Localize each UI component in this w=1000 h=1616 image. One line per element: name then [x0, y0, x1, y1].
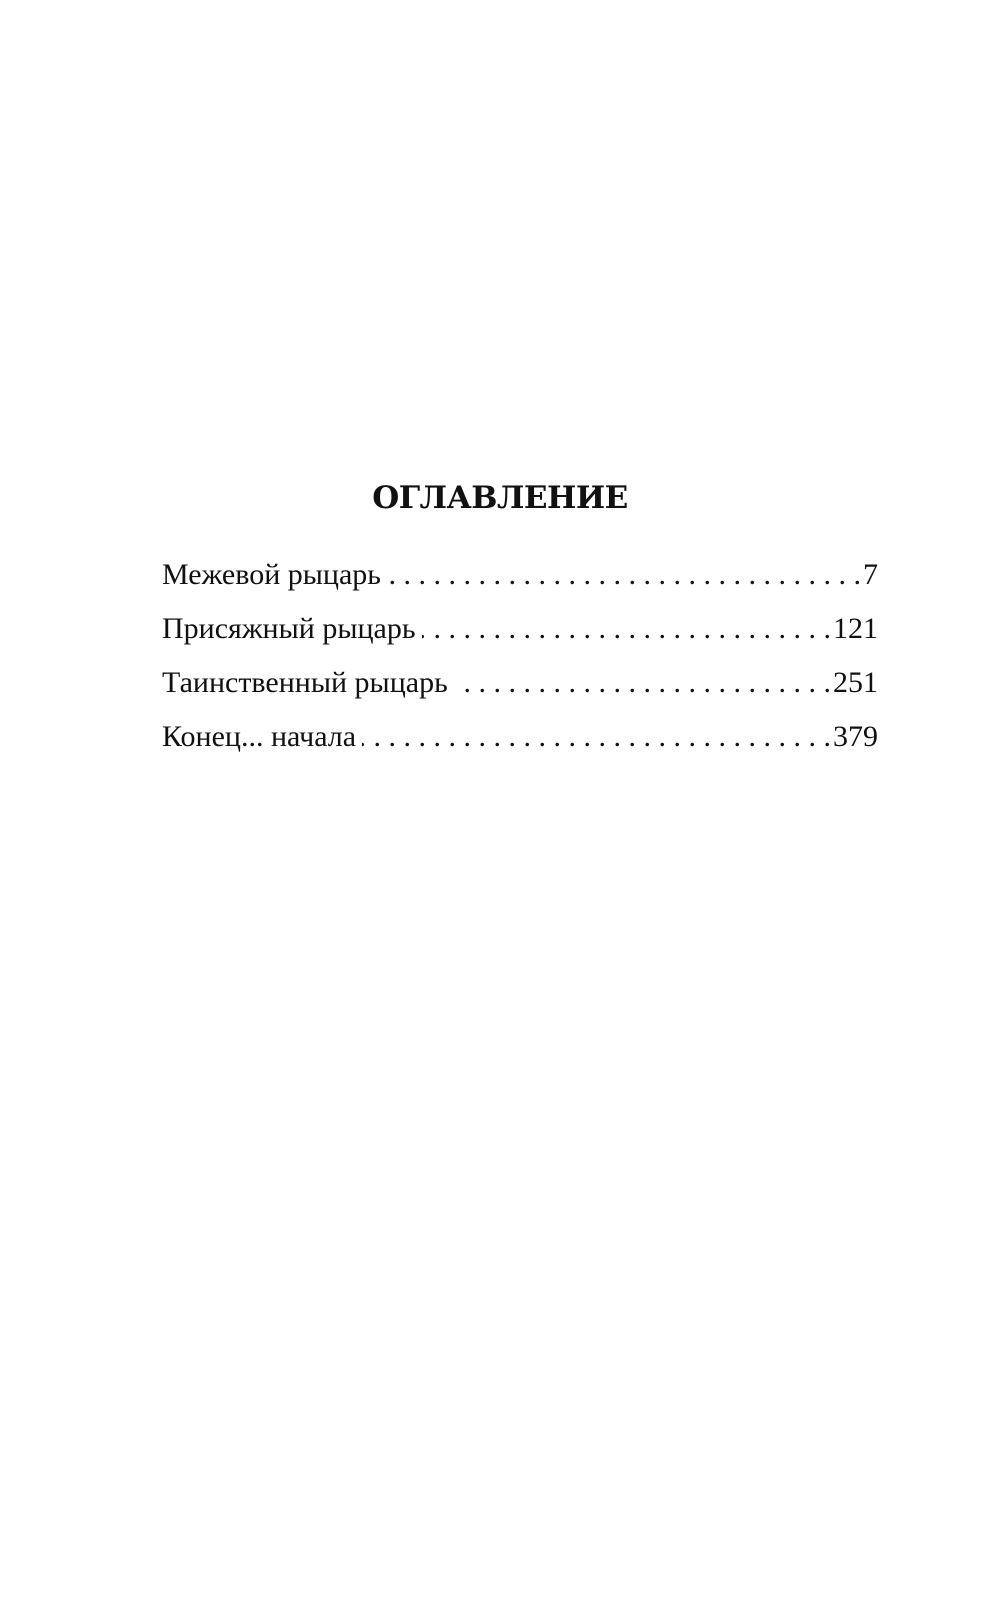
toc-entry-2	[162, 610, 878, 664]
toc-leader-dots	[454, 664, 831, 702]
toc-entry-4	[162, 718, 878, 772]
toc-entry-1	[162, 556, 878, 610]
toc-entry-page: 7	[863, 558, 878, 591]
toc-leader-dots	[422, 610, 831, 648]
toc-heading: ОГЛАВЛЕНИЕ	[372, 480, 628, 516]
toc-entry-title: Межевой рыцарь	[162, 558, 381, 591]
toc-entry-page: 251	[833, 666, 878, 699]
toc-leader-dots	[362, 718, 831, 756]
toc-entry-3	[162, 664, 878, 718]
toc-entry-title: Конец... начала	[162, 720, 357, 753]
toc-entry-page: 121	[833, 612, 878, 645]
toc-entry-title: Присяжный рыцарь	[162, 612, 416, 645]
toc-entry-page: 379	[833, 720, 878, 753]
table-of-contents	[162, 556, 878, 772]
toc-entry-title: Таинственный рыцарь	[162, 666, 448, 699]
toc-leader-dots	[387, 556, 861, 594]
